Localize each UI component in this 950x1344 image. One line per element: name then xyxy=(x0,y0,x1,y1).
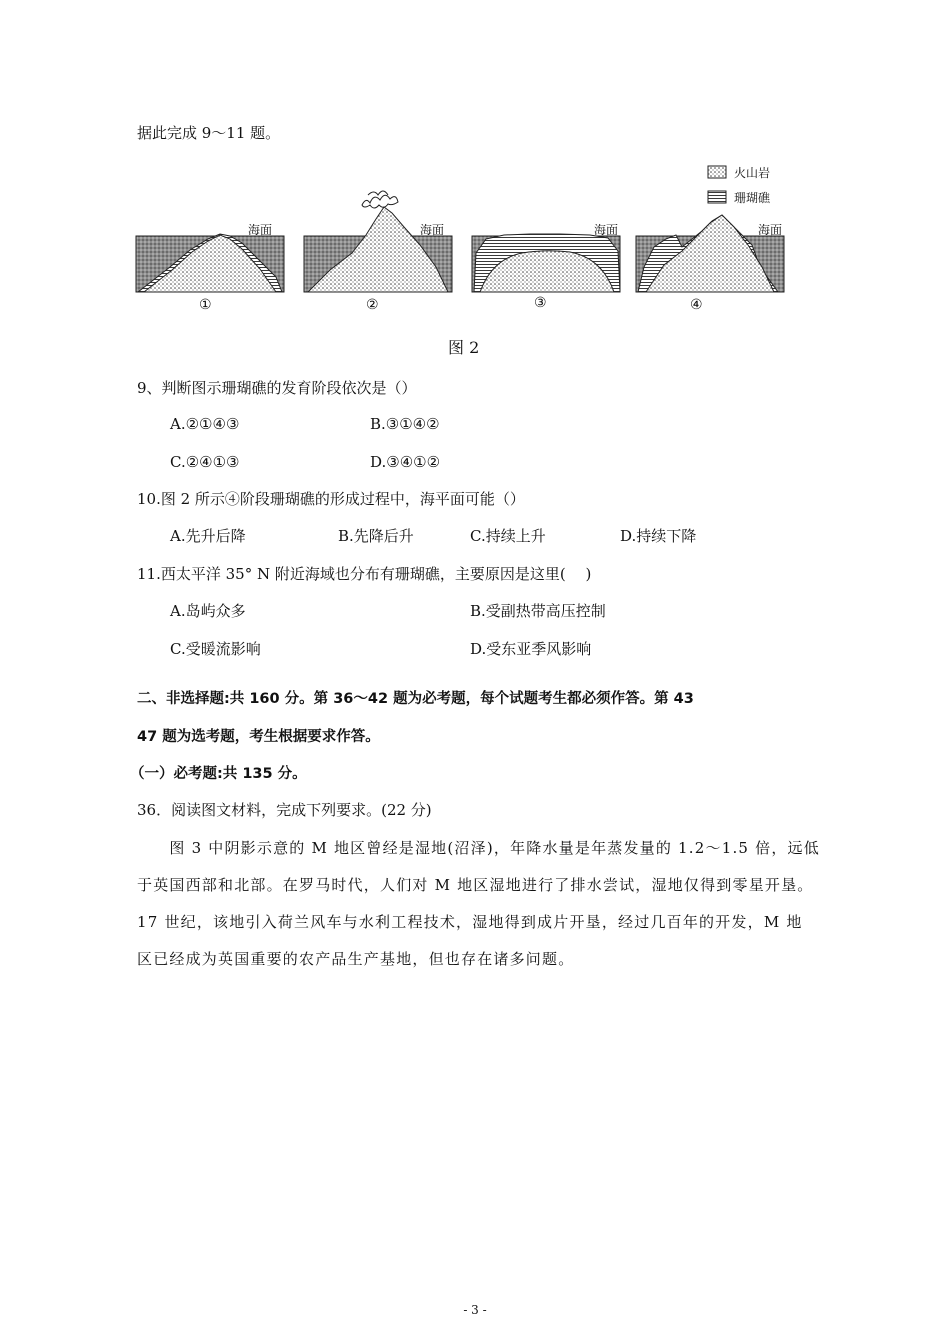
question-11-stem: 11.西太平洋 35° N 附近海域也分布有珊瑚礁，主要原因是这里( ) xyxy=(137,565,592,583)
question-9-option-a: A.②①④③ xyxy=(170,415,240,433)
legend-volcanic-swatch xyxy=(708,166,726,178)
panel-number-1: ① xyxy=(199,297,212,313)
question-36-paragraph-line-4: 区已经成为英国重要的农产品生产基地，但也存在诸多问题。 xyxy=(137,950,575,968)
sea-label-4: 海面 xyxy=(758,223,783,237)
sea-label-3: 海面 xyxy=(594,223,619,237)
coral-reef-figure xyxy=(130,155,810,325)
question-10-option-a: A.先升后降 xyxy=(170,527,246,545)
question-11-option-a: A.岛屿众多 xyxy=(170,602,246,620)
page-number: - 3 - xyxy=(463,1303,487,1317)
question-10-option-b: B.先降后升 xyxy=(338,527,414,545)
intro-text: 据此完成 9～11 题。 xyxy=(137,124,281,142)
question-11-option-c: C.受暖流影响 xyxy=(170,640,261,658)
question-9-option-b: B.③①④② xyxy=(370,415,440,433)
figure-caption: 图 2 xyxy=(448,338,480,357)
panel-1 xyxy=(136,234,284,292)
panel-number-4: ④ xyxy=(690,297,703,313)
question-11-option-d: D.受东亚季风影响 xyxy=(470,640,592,658)
coral-reef-diagram xyxy=(130,155,810,325)
question-36-title: 36．阅读图文材料，完成下列要求。(22 分) xyxy=(137,801,432,819)
question-36-paragraph-line-3: 17 世纪，该地引入荷兰风车与水利工程技术，湿地得到成片开垦，经过几百年的开发，M 地 xyxy=(137,913,803,931)
question-11-option-b: B.受副热带高压控制 xyxy=(470,602,606,620)
panel-number-3: ③ xyxy=(534,295,547,311)
panel-2 xyxy=(304,191,452,292)
question-10-stem: 10.图 2 所示④阶段珊瑚礁的形成过程中，海平面可能（） xyxy=(137,490,525,508)
section-2-heading-line-1: 二、非选择题:共 160 分。第 36～42 题为必考题，每个试题考生都必须作答。第 43 xyxy=(137,691,694,707)
question-10-option-d: D.持续下降 xyxy=(620,527,697,545)
question-36-paragraph-line-2: 于英国西部和北部。在罗马时代，人们对 M 地区湿地进行了排水尝试，湿地仅得到零星开垦。 xyxy=(137,876,814,894)
question-10-option-c: C.持续上升 xyxy=(470,527,546,545)
sea-label-2: 海面 xyxy=(420,223,445,237)
section-2-subheading: （一）必考题:共 135 分。 xyxy=(130,766,307,782)
question-9-option-c: C.②④①③ xyxy=(170,453,240,471)
sea-label-1: 海面 xyxy=(248,223,273,237)
panel-number-2: ② xyxy=(366,297,379,313)
panel-3 xyxy=(472,234,620,292)
legend-volcanic-label: 火山岩 xyxy=(734,166,771,180)
question-9-option-d: D.③④①② xyxy=(370,453,441,471)
question-9-stem: 9、判断图示珊瑚礁的发育阶段依次是（） xyxy=(137,379,417,397)
section-2-heading-line-2: 47 题为选考题，考生根据要求作答。 xyxy=(137,729,380,745)
question-36-paragraph-line-1: 图 3 中阴影示意的 M 地区曾经是湿地(沼泽)，年降水量是年蒸发量的 1.2～1.5 倍，远低 xyxy=(137,839,820,857)
legend-coral-swatch xyxy=(708,191,726,203)
legend-coral-label: 珊瑚礁 xyxy=(734,191,771,205)
